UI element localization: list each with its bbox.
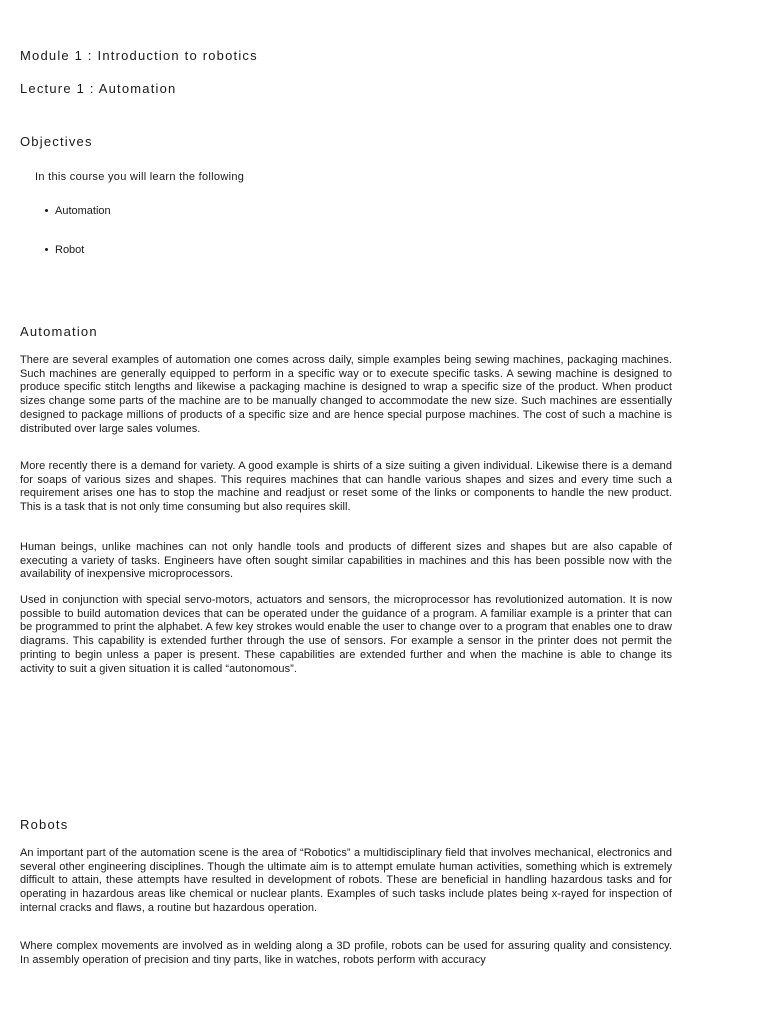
- lecture-title: Lecture 1 : Automation: [20, 81, 177, 96]
- objectives-intro: In this course you will learn the following: [35, 171, 245, 183]
- bullet-icon: [45, 248, 48, 251]
- bullet-icon: [45, 209, 48, 212]
- list-item-label: Robot: [55, 244, 85, 256]
- automation-paragraph-2: More recently there is a demand for variety. A good example is shirts of a size suiting a given individual. Likewise there is a demand for soaps of various sizes and shapes. This requires machines that can handle various shapes and sizes and every time such a requirement arises one has to stop the machine and readjust or reset some of the links or components to handle the new product. This is a task that is not only time consuming but also requires skill.: [20, 460, 672, 514]
- list-item: [45, 244, 84, 256]
- module-title: Module 1 : Introduction to robotics: [20, 48, 258, 63]
- robots-paragraph-2: Where complex movements are involved as in welding along a 3D profile, robots can be used for assuring quality and consistency. In assembly operation of precision and tiny parts, like in watches, robots perform with accuracy: [20, 940, 672, 966]
- objectives-heading: Objectives: [20, 134, 93, 149]
- automation-heading: Automation: [20, 324, 98, 339]
- automation-paragraph-1: There are several examples of automation one comes across daily, simple examples being sewing machines, packaging machines. Such machines are generally equipped to perform in a specific way or to execute specific tasks. A sewing machine is designed to produce specific stitch lengths and likewise a packaging machine is designed to wrap a specific size of the product. When product sizes change some parts of the machine are to be manually changed to accommodate the new size. Such machines are essentially designed to package millions of products of a specific size and are hence special purpose machines. The cost of such a machine is distributed over large sales volumes.: [20, 354, 672, 435]
- list-item: [45, 205, 111, 217]
- robots-paragraph-1: An important part of the automation scene is the area of “Robotics” a multidisciplinary field that involves mechanical, electronics and several other engineering disciplines. Though the ultimate aim is to attempt emulate human activities, something which is extremely difficult to attain, these attempts have resulted in development of robots. These are beneficial in handling hazardous tasks and for operating in hazardous areas like chemical or nuclear plants. Examples of such tasks include plates being x-rayed for inspection of internal cracks and flaws, a routine but hazardous operation.: [20, 847, 672, 914]
- list-item-label: Automation: [55, 205, 111, 217]
- automation-paragraph-4: Used in conjunction with special servo-motors, actuators and sensors, the microprocessor has revolutionized automation. It is now possible to build automation devices that can be operated under the guidance of a program. A familiar example is a printer that can be programmed to print the alphabet. A few key strokes would enable the user to change over to a program that enables one to draw diagrams. This capability is extended further through the use of sensors. For example a sensor in the printer does not permit the printing to begin unless a paper is present. These capabilities are extended further and when the machine is able to change its activity to suit a given situation it is called “autonomous”.: [20, 594, 672, 675]
- robots-heading: Robots: [20, 817, 69, 832]
- automation-paragraph-3: Human beings, unlike machines can not only handle tools and products of different sizes and shapes but are also capable of executing a variety of tasks. Engineers have often sought similar capabilities in machines and this has been possible now with the availability of inexpensive microprocessors.: [20, 541, 672, 581]
